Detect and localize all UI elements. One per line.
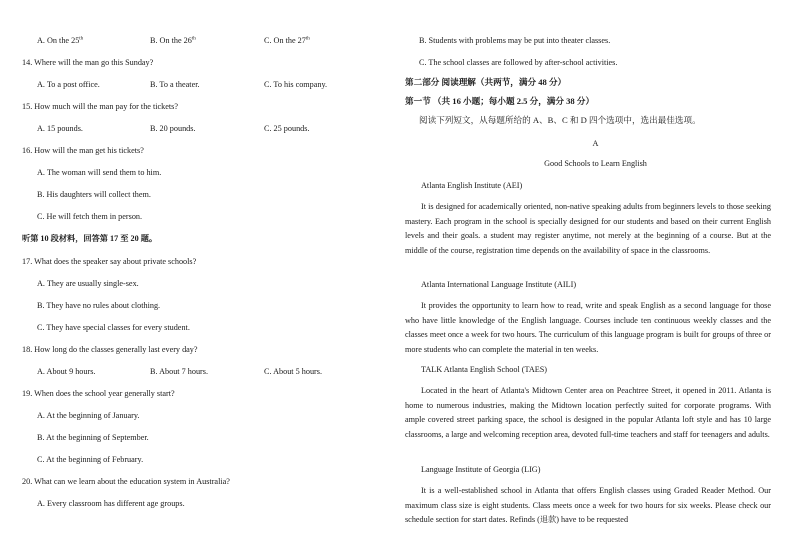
school-2-title: Atlanta International Language Institute (AILI)	[421, 280, 577, 289]
q19-option-c: C. At the beginning of February.	[37, 455, 144, 464]
q13-option-a: A. On the 25th	[37, 36, 84, 45]
q16-option-b: B. His daughters will collect them.	[37, 190, 151, 199]
school-1-title: Atlanta English Institute (AEI)	[421, 181, 523, 190]
school-1-body: It is designed for academically oriented, non-native speaking adults from beginners levels to those seeking mastery. Each program in the school is specially designed for our students and based on their current English levels and their goals. a student may register anytime, not merely at the beginning of a course. But at the middle of the course, registration time depends on the availability of space in the classrooms.	[405, 202, 771, 255]
q15-option-b: B. 20 pounds.	[150, 124, 196, 133]
q14-option-a: A. To a post office.	[37, 80, 100, 89]
q17-option-a: A. They are usually single-sex.	[37, 279, 139, 288]
question-18: 18. How long do the classes generally last every day?	[22, 345, 198, 354]
q17-option-c: C. They have special classes for every student.	[37, 323, 190, 332]
q17-option-b: B. They have no rules about clothing.	[37, 301, 161, 310]
q15-option-c: C. 25 pounds.	[264, 124, 310, 133]
q20-option-c: C. The school classes are followed by after-school activities.	[419, 58, 618, 67]
q14-option-c: C. To his company.	[264, 80, 328, 89]
question-19: 19. When does the school year generally start?	[22, 389, 175, 398]
q19-option-a: A. At the beginning of January.	[37, 411, 140, 420]
question-16: 16. How will the man get his tickets?	[22, 146, 144, 155]
q13-option-b: B. On the 26th	[150, 36, 196, 45]
question-17: 17. What does the speaker say about private schools?	[22, 257, 197, 266]
q16-option-a: A. The woman will send them to him.	[37, 168, 162, 177]
passage-title: Good Schools to Learn English	[544, 159, 647, 168]
question-20: 20. What can we learn about the education system in Australia?	[22, 477, 230, 486]
q20-option-a: A. Every classroom has different age groups.	[37, 499, 185, 508]
q13-option-c: C. On the 27th	[264, 36, 310, 45]
school-3-body: Located in the heart of Atlanta's Midtown Center area on Peachtree Street, it opened in 2011. Atlanta is home to numerous industries, making the Midtown location perfectly suited for corporate programs. With ample covered street parking space, the school is designed in the popular Atlanta loft style and has 10 large classrooms, a large and welcoming reception area, devoted full-time teachers and staff for teenagers and adults.	[405, 386, 771, 439]
section-heading-10: 听第 10 段材料，回答第 17 至 20 题。	[22, 234, 158, 243]
school-4-title: Language Institute of Georgia (LIG)	[421, 465, 541, 474]
passage-letter: A	[592, 139, 599, 148]
q20-option-b: B. Students with problems may be put into theater classes.	[419, 36, 611, 45]
q18-option-c: C. About 5 hours.	[264, 367, 322, 376]
school-3-title: TALK Atlanta English School (TAES)	[421, 365, 548, 374]
part-two-heading: 第二部分 阅读理解（共两节，满分 48 分）	[405, 77, 567, 87]
q14-option-b: B. To a theater.	[150, 80, 200, 89]
q19-option-b: B. At the beginning of September.	[37, 433, 149, 442]
school-2-body: It provides the opportunity to learn how to read, write and speak English as a second language for those who have little knowledge of the English language. Courses include ten continuous weekly classes and the classes meet once a week for two hours. The curriculum of this language program is built for groups of three or more students who can complete the material in ten weeks.	[405, 301, 771, 354]
reading-instruction: 阅读下列短文，从每题所给的 A、B、C 和 D 四个选项中，选出最佳选项。	[419, 115, 701, 125]
q16-option-c: C. He will fetch them in person.	[37, 212, 143, 221]
school-4-body: It is a well-established school in Atlanta that offers English classes using Graded Reader Method. Our maximum class size is eight students. Class meets once a week for two hours for six weeks. Please check our schedule section for start dates. Refinds (退款) have to be requested	[405, 486, 771, 524]
question-14: 14. Where will the man go this Sunday?	[22, 58, 154, 67]
q18-option-a: A. About 9 hours.	[37, 367, 96, 376]
q18-option-b: B. About 7 hours.	[150, 367, 208, 376]
q15-option-a: A. 15 pounds.	[37, 124, 83, 133]
section-one-heading: 第一节 （共 16 小题；每小题 2.5 分，满分 38 分）	[405, 96, 595, 106]
question-15: 15. How much will the man pay for the tickets?	[22, 102, 178, 111]
